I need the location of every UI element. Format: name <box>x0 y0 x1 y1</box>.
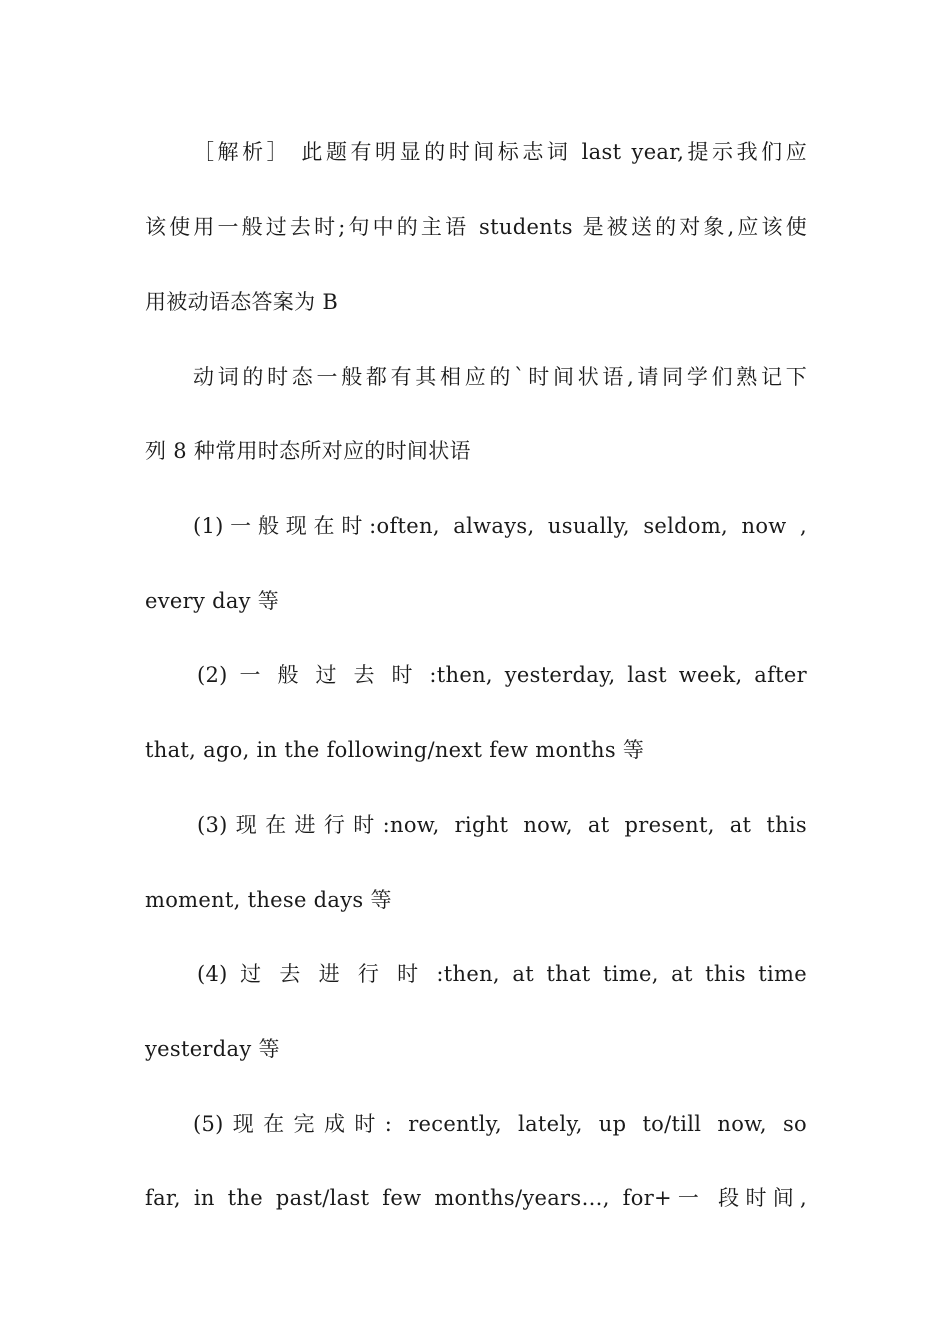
list-item-1-line-2: every day 等 <box>145 589 280 613</box>
list-item-2-line-2: that, ago, in the following/next few months 等 <box>145 738 645 762</box>
paragraph-line-3: 用被动语态答案为 B <box>145 290 339 314</box>
list-item-2-line-1: (2) 一 般 过 去 时 :then, yesterday, last week, after <box>197 663 807 687</box>
list-item-4-line-2: yesterday 等 <box>145 1037 280 1061</box>
paragraph-line-5: 列 8 种常用时态所对应的时间状语 <box>145 439 471 463</box>
list-item-4-line-1: (4) 过 去 进 行 时 :then, at that time, at this time <box>197 962 807 986</box>
list-item-5-line-1: (5)现在完成时: recently, lately, up to/till now, so <box>193 1112 807 1136</box>
list-item-3-line-2: moment, these days 等 <box>145 888 392 912</box>
list-item-3-line-1: (3)现在进行时:now, right now, at present, at this <box>197 813 807 837</box>
paragraph-line-1: ［解析］ 此题有明显的时间标志词 last year,提示我们应 <box>193 140 807 164</box>
list-item-1-line-1: (1)一般现在时:often, always, usually, seldom, now , <box>193 514 807 538</box>
paragraph-line-2: 该使用一般过去时;句中的主语 students 是被送的对象,应该使 <box>145 215 807 239</box>
paragraph-line-4: 动词的时态一般都有其相应的`时间状语,请同学们熟记下 <box>193 365 807 389</box>
list-item-5-line-2: far, in the past/last few months/years…, for+一 段时间, <box>145 1186 807 1210</box>
